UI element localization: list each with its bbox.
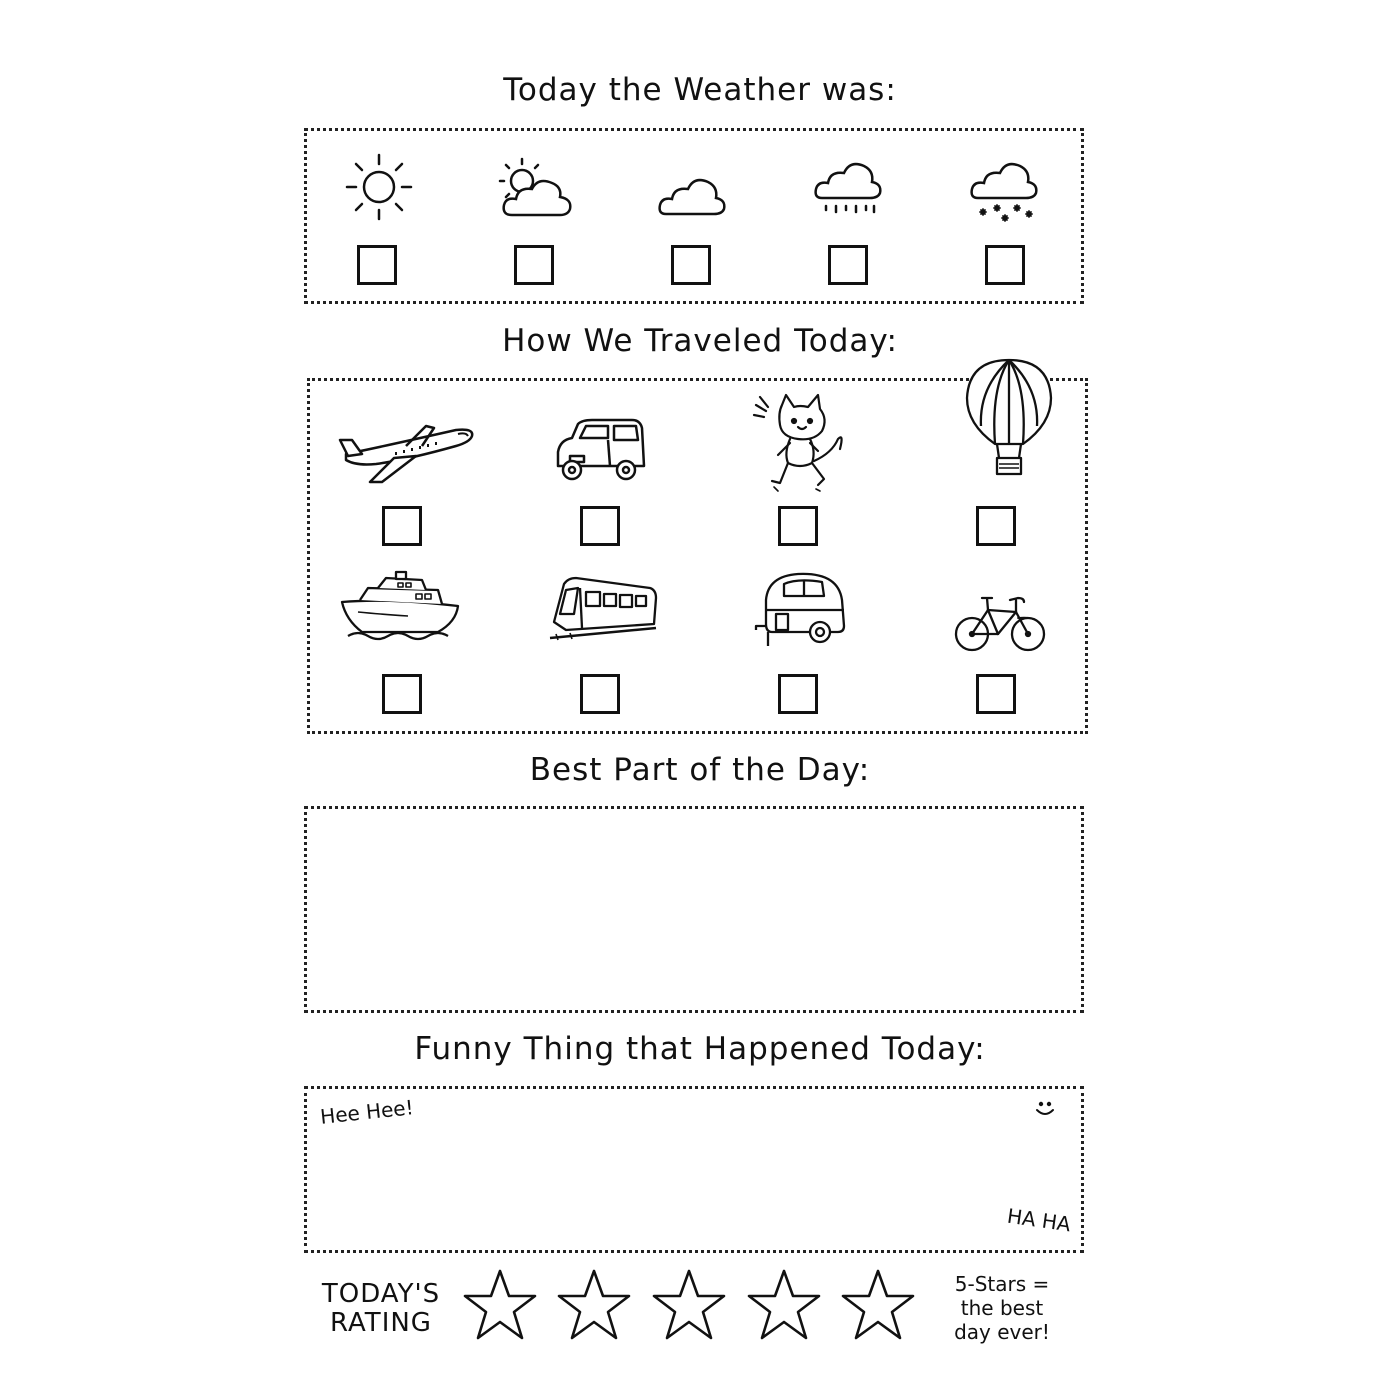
rating-label-line2: RATING xyxy=(330,1308,432,1338)
rating-note xyxy=(934,1272,1070,1344)
travel-checkbox-bicycle[interactable] xyxy=(976,674,1016,714)
car-icon xyxy=(552,418,648,484)
weather-checkbox-snowy[interactable] xyxy=(985,245,1025,285)
best-part-writing-area[interactable] xyxy=(304,806,1084,1013)
ship-icon xyxy=(338,572,462,642)
rating-note-line2: the best xyxy=(960,1296,1044,1320)
camper-trailer-icon xyxy=(754,570,850,650)
hee-hee-doodle: Hee Hee! xyxy=(319,1095,415,1129)
travel-heading: How We Traveled Today: xyxy=(502,323,898,359)
smile-icon xyxy=(1034,1100,1056,1120)
travel-checkbox-car[interactable] xyxy=(580,506,620,546)
funny-writing-area[interactable] xyxy=(304,1086,1084,1253)
partly-cloudy-icon xyxy=(498,155,574,219)
rating-label-line1: TODAY'S xyxy=(321,1279,441,1309)
walking-cat-icon xyxy=(752,393,848,495)
sun-icon xyxy=(344,152,414,222)
bicycle-icon xyxy=(954,590,1046,654)
rating-star-5[interactable] xyxy=(840,1268,916,1342)
weather-checkbox-sunny[interactable] xyxy=(357,245,397,285)
airplane-icon xyxy=(336,420,478,486)
rating-note-line3: day ever! xyxy=(954,1320,1050,1344)
train-icon xyxy=(546,574,660,644)
best-part-heading: Best Part of the Day: xyxy=(529,752,871,788)
rating-star-3[interactable] xyxy=(651,1268,727,1342)
travel-checkbox-ship[interactable] xyxy=(382,674,422,714)
travel-checkbox-walking[interactable] xyxy=(778,506,818,546)
travel-checkbox-balloon[interactable] xyxy=(976,506,1016,546)
weather-checkbox-cloudy[interactable] xyxy=(671,245,711,285)
travel-checkbox-airplane[interactable] xyxy=(382,506,422,546)
funny-heading: Funny Thing that Happened Today: xyxy=(414,1031,986,1067)
travel-checkbox-camper[interactable] xyxy=(778,674,818,714)
weather-checkbox-rainy[interactable] xyxy=(828,245,868,285)
rating-star-1[interactable] xyxy=(462,1268,538,1342)
cloud-icon xyxy=(656,170,728,218)
ha-ha-doodle: HA HA xyxy=(1005,1203,1073,1237)
rating-star-2[interactable] xyxy=(556,1268,632,1342)
rating-label xyxy=(308,1280,454,1338)
snow-cloud-icon xyxy=(968,160,1042,226)
rain-cloud-icon xyxy=(812,160,884,222)
rating-star-4[interactable] xyxy=(746,1268,822,1342)
hot-air-balloon-icon xyxy=(965,358,1053,482)
rating-note-line1: 5-Stars = xyxy=(954,1272,1050,1296)
weather-checkbox-partly-cloudy[interactable] xyxy=(514,245,554,285)
weather-heading: Today the Weather was: xyxy=(503,72,897,108)
travel-checkbox-train[interactable] xyxy=(580,674,620,714)
